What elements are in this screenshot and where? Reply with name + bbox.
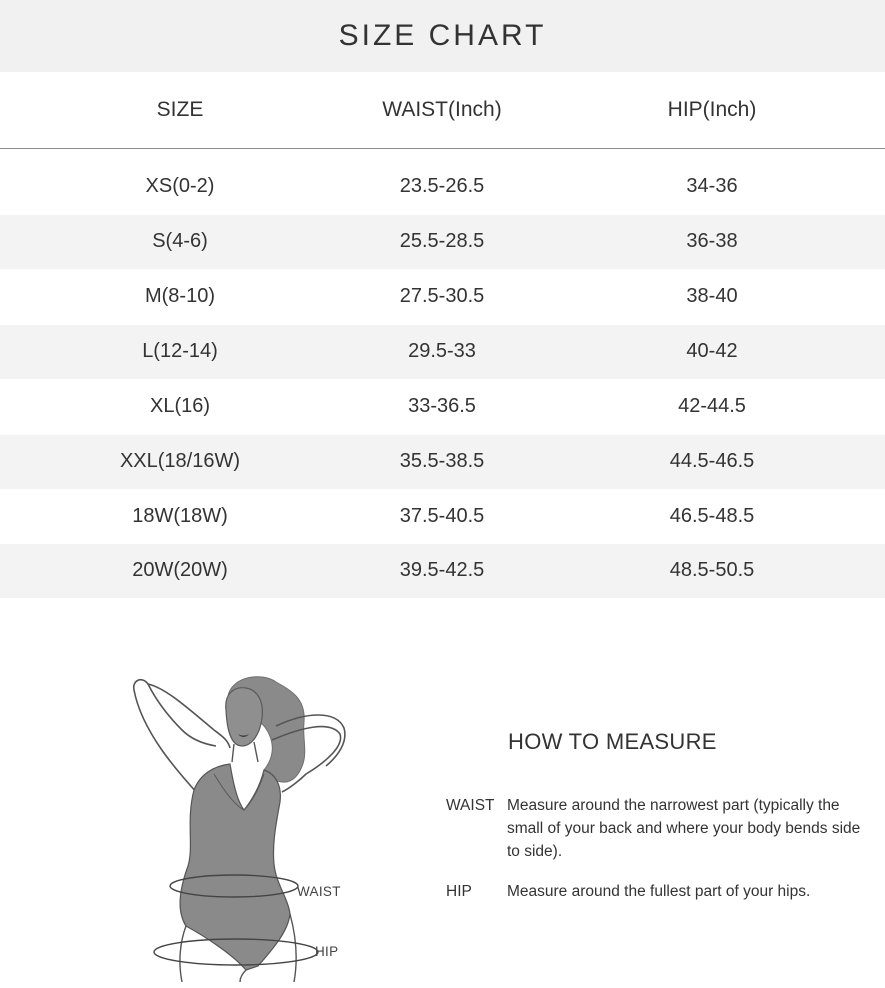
table-header — [0, 72, 885, 149]
waist-cell: 25.5-28.5 — [399, 230, 485, 252]
waist-term: WAIST — [446, 797, 495, 814]
size-cell: L(12-14) — [142, 340, 218, 362]
table-row — [0, 380, 885, 434]
left-forearm-outline — [148, 684, 230, 748]
table-row — [0, 325, 885, 379]
size-cell: M(8-10) — [144, 285, 215, 307]
table-row — [0, 544, 885, 598]
size-cell: XS(0-2) — [145, 175, 215, 197]
face-shape — [226, 688, 263, 746]
table-row — [0, 160, 885, 214]
waist-cell: 29.5-33 — [408, 340, 476, 362]
waist-cell: 37.5-40.5 — [399, 505, 485, 527]
size-cell: 18W(18W) — [132, 505, 228, 527]
how-to-measure-title: HOW TO MEASURE — [508, 729, 717, 754]
hip-term: HIP — [446, 883, 472, 900]
waist-cell: 27.5-30.5 — [399, 285, 485, 307]
hip-cell: 48.5-50.5 — [669, 559, 755, 581]
table-row — [0, 435, 885, 489]
waist-instruction — [446, 794, 876, 866]
waist-cell: 35.5-38.5 — [399, 450, 485, 472]
hip-cell: 40-42 — [686, 340, 738, 362]
hip-cell: 42-44.5 — [678, 395, 746, 417]
hip-cell: 44.5-46.5 — [669, 450, 755, 472]
table-row — [0, 270, 885, 324]
title-banner — [0, 0, 885, 72]
hip-figure-label: HIP — [315, 944, 339, 959]
waist-figure-label: WAIST — [297, 884, 341, 899]
hip-description: Measure around the fullest part of your hips. — [507, 883, 811, 900]
waist-cell: 23.5-26.5 — [399, 175, 485, 197]
hip-cell: 38-40 — [686, 285, 738, 307]
size-cell: 20W(20W) — [132, 559, 228, 581]
hip-cell: 46.5-48.5 — [669, 505, 755, 527]
left-leg-outline — [180, 926, 186, 982]
page-title: SIZE CHART — [338, 19, 547, 52]
hip-cell: 34-36 — [686, 175, 738, 197]
right-leg-outline — [290, 914, 296, 982]
waist-cell: 33-36.5 — [408, 395, 476, 417]
table-row — [0, 215, 885, 269]
size-cell: S(4-6) — [152, 230, 208, 252]
waist-cell: 39.5-42.5 — [399, 559, 485, 581]
body-measurement-illustration — [130, 670, 370, 982]
table-row — [0, 490, 885, 544]
inner-leg-outline — [240, 970, 246, 982]
size-cell: XXL(18/16W) — [119, 450, 241, 472]
hip-cell: 36-38 — [686, 230, 738, 252]
header-size: SIZE — [156, 98, 204, 121]
size-cell: XL(16) — [149, 395, 211, 417]
waist-description: Measure around the narrowest part (typically the small of your back and where your body bends side to side). — [507, 797, 861, 860]
hip-instruction — [446, 880, 876, 928]
header-waist: WAIST(Inch) — [382, 98, 502, 121]
header-hip: HIP(Inch) — [667, 98, 757, 121]
